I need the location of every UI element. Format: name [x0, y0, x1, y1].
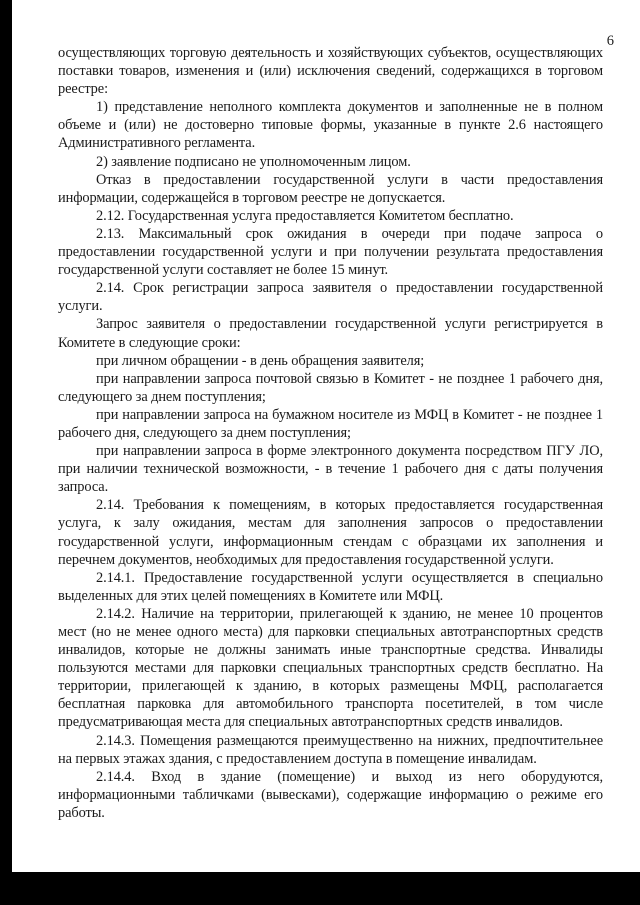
paragraph: 2.14.3. Помещения размещаются преимущественно на нижних, предпочтительнее на первых этажах здания, с предоставлением доступа в помещение инвалидам.	[58, 732, 603, 767]
paragraph: 2.13. Максимальный срок ожидания в очереди при подаче запроса о предоставлении государственной услуги и при получении результата предоставления государственной услуги составляет не более 15 минут.	[58, 225, 603, 279]
paragraph: осуществляющих торговую деятельность и хозяйствующих субъектов, осуществляющих поставки товаров, изменения и (или) исключения сведений, содержащихся в торговом реестре:	[58, 45, 603, 98]
paragraph: 2.14. Требования к помещениям, в которых предоставляется государственная услуга, к залу ожидания, местам для заполнения запросов о предоставлении государственной услуги, информационным стендам с образцами их заполнения и перечнем документов, необходимых для предоставления государственной услуги.	[58, 497, 603, 568]
paragraph: 2.14.2. Наличие на территории, прилегающей к зданию, не менее 10 процентов мест (но не менее одного места) для парковки специальных автотранспортных средств инвалидов, которые не должны занимать иные транспортные средства. Инвалиды пользуются местами для парковки специальных транспортных средств бесплатно. На территории, прилегающей к зданию, в которых размещены МФЦ, располагается бесплатная парковка для автомобильного транспорта посетителей, в том числе предусматривающая места для специальных автотранспортных средств инвалидов.	[58, 605, 603, 731]
document-page	[12, 0, 640, 872]
document-body	[58, 44, 603, 822]
paragraph: при направлении запроса почтовой связью в Комитет - не позднее 1 рабочего дня, следующего за днем поступления;	[58, 370, 603, 405]
page-number: 6	[606, 33, 614, 49]
paragraph: 2.14.1. Предоставление государственной услуги осуществляется в специально выделенных для этих целей помещениях в Комитете или МФЦ.	[58, 569, 603, 604]
paragraph: 2.14. Срок регистрации запроса заявителя о предоставлении государственной услуги.	[58, 280, 603, 315]
paragraph: при направлении запроса на бумажном носителе из МФЦ в Комитет - не позднее 1 рабочего дня, следующего за днем поступления;	[58, 406, 603, 441]
paragraph: 2.12. Государственная услуга предоставляется Комитетом бесплатно.	[96, 207, 514, 224]
paragraph: 1) представление неполного комплекта документов и заполненные не в полном объеме и (или) не достоверно типовые формы, указанные в пункте 2.6 настоящего Административного регламента.	[58, 99, 603, 152]
paragraph: 2.14.4. Вход в здание (помещение) и выход из него оборудуются, информационными табличками (вывесками), содержащие информацию о режиме его работы.	[58, 768, 603, 821]
paragraph: при личном обращении - в день обращения заявителя;	[96, 352, 425, 369]
paragraph: 2) заявление подписано не уполномоченным лицом.	[96, 153, 411, 170]
paragraph: при направлении запроса в форме электронного документа посредством ПГУ ЛО, при наличии технической возможности, - в течение 1 рабочего дня с даты получения запроса.	[58, 443, 603, 496]
paragraph: Запрос заявителя о предоставлении государственной услуги регистрируется в Комитете в следующие сроки:	[58, 316, 603, 351]
paragraph: Отказ в предоставлении государственной услуги в части предоставления информации, содержащейся в торговом реестре не допускается.	[58, 171, 603, 206]
